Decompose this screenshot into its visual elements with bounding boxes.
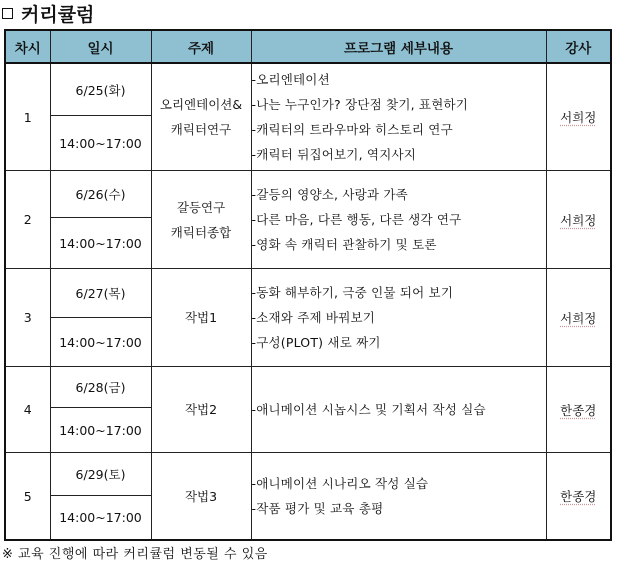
table-row [5,269,611,318]
details-cell [251,367,546,453]
topic-line: 캐릭터연구 [170,122,232,137]
detail-line: -다른 마음, 다른 행동, 다른 생각 연구 [251,212,462,227]
table-row [5,63,611,116]
instructor-name: 한종경 [560,402,597,418]
detail-line: -작품 평가 및 교육 총평 [251,501,384,516]
header-instructor: 강사 [546,30,611,63]
header-session: 차시 [5,30,50,63]
details-cell [251,453,546,541]
detail-line: -캐릭터 뒤집어보기, 역지사지 [251,147,417,162]
time-cell: 14:00~17:00 [50,408,151,453]
topic-line: 오리엔테이션& [159,97,243,112]
date-cell: 6/27(목) [50,269,151,318]
detail-line: -나는 누구인가? 장단점 찾기, 표현하기 [251,97,469,112]
time-cell: 14:00~17:00 [50,218,151,269]
title-text: 커리큘럼 [21,3,95,26]
topic-line: 작법1 [184,310,218,325]
time-cell: 14:00~17:00 [50,116,151,171]
table-header-row [5,30,611,63]
date-cell: 6/29(토) [50,453,151,496]
topic-cell [151,453,251,541]
instructor-name: 서희정 [560,310,597,326]
detail-line: -영화 속 캐릭터 관찰하기 및 토론 [251,237,437,252]
instructor-cell [546,367,611,453]
date-cell: 6/25(화) [50,63,151,116]
detail-line: -갈등의 영양소, 사랑과 가족 [251,187,408,202]
details-cell [251,63,546,171]
date-cell: 6/28(금) [50,367,151,408]
topic-line: 작법2 [184,402,218,417]
detail-line: -오리엔테이션 [251,72,330,87]
time-cell: 14:00~17:00 [50,318,151,367]
topic-line: 갈등연구 [176,199,226,215]
detail-line: -소재와 주제 바꿔보기 [251,310,376,325]
detail-line: -애니메이션 시놉시스 및 기획서 작성 실습 [251,402,486,417]
time-cell: 14:00~17:00 [50,496,151,541]
section-title [2,0,94,26]
instructor-cell [546,453,611,541]
curriculum-table [4,29,612,541]
detail-line: -애니메이션 시나리오 작성 실습 [251,476,429,491]
instructor-name: 서희정 [560,212,597,228]
instructor-name: 서희정 [560,110,597,125]
topic-cell [151,171,251,269]
details-cell [251,269,546,367]
table-row [5,171,611,218]
session-cell: 4 [5,367,50,453]
table-row [5,367,611,408]
details-cell [251,171,546,269]
header-topic: 주제 [151,30,251,63]
detail-line: -캐릭터의 트라우마와 히스토리 연구 [251,122,453,137]
footnote: ※ 교육 진행에 따라 커리큘럼 변동될 수 있음 [2,547,268,562]
instructor-cell [546,171,611,269]
checkbox-square-icon [2,8,13,19]
session-cell: 5 [5,453,50,541]
session-cell: 1 [5,63,50,171]
topic-cell [151,269,251,367]
header-date: 일시 [50,30,151,63]
table-row [5,453,611,496]
topic-cell [151,367,251,453]
instructor-cell [546,63,611,171]
instructor-cell [546,269,611,367]
topic-line: 캐릭터종합 [170,224,232,240]
session-cell: 2 [5,171,50,269]
detail-line: -구성(PLOT) 새로 짜기 [251,335,381,350]
instructor-name: 한종경 [560,489,597,504]
date-cell: 6/26(수) [50,171,151,218]
header-details: 프로그램 세부내용 [251,30,546,63]
topic-line: 작법3 [184,488,218,504]
detail-line: -동화 해부하기, 극중 인물 되어 보기 [251,285,454,300]
topic-cell [151,63,251,171]
session-cell: 3 [5,269,50,367]
